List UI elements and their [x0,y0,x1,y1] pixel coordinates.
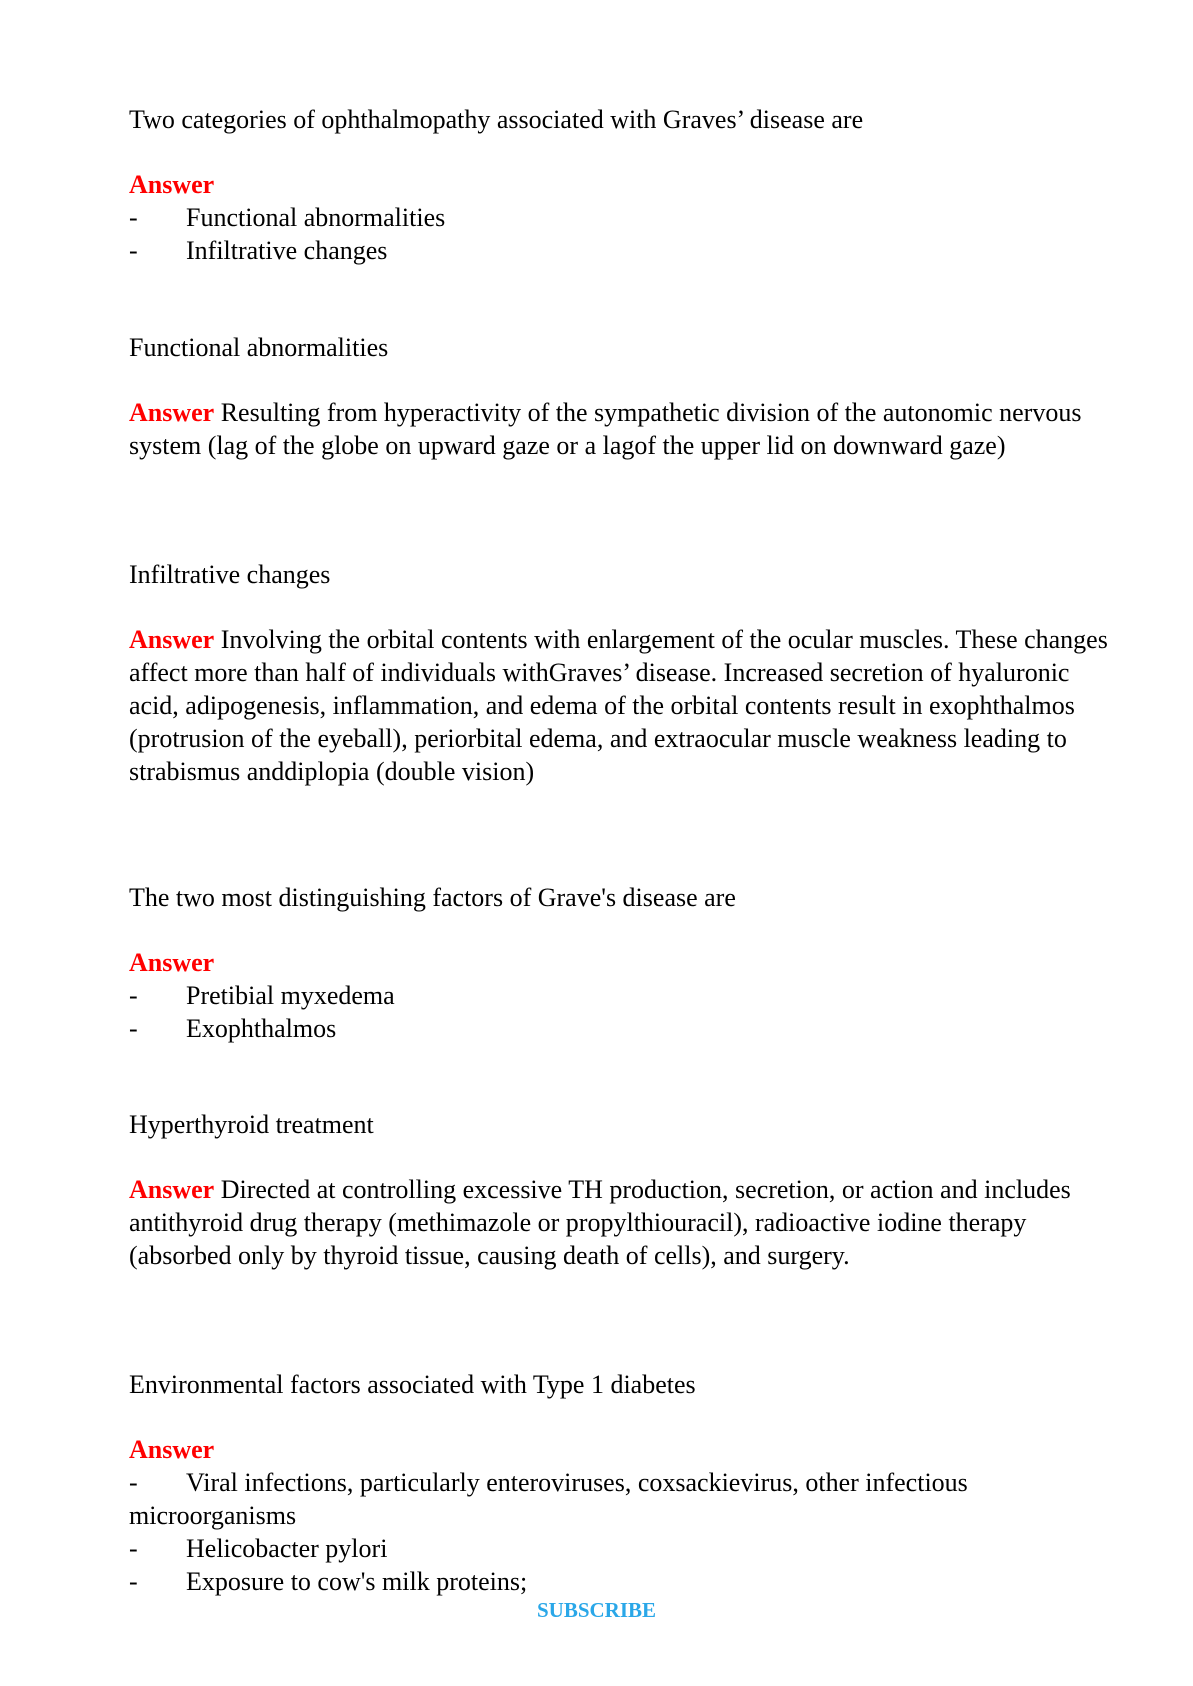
answer-2 [129,396,1119,462]
question-4: The two most distinguishing factors of Grave's disease are [129,883,736,912]
answer-4 [129,946,1119,1045]
list-item: - Helicobacter pylori [129,1534,388,1563]
list-dash: - [129,203,138,232]
answer-3 [129,623,1119,788]
answer-1 [129,168,1119,267]
list-dash: - [129,236,138,265]
list-item: - Viral infections, particularly enteroviruses, coxsackievirus, other infectious microorganisms [129,1468,968,1530]
list-item: - Functional abnormalities [129,203,446,232]
answer-label: Answer [129,948,215,977]
answer-text: Directed at controlling excessive TH production, secretion, or action and includes antithyroid drug therapy (methimazole or propylthiouracil), radioactive iodine therapy (absorbed only by thyroid tissue, causing death of cells), and surgery. [129,1175,1071,1270]
list-item: - Exposure to cow's milk proteins; [129,1567,528,1596]
answer-label: Answer [129,625,215,654]
answer-label: Answer [129,170,215,199]
question-1: Two categories of ophthalmopathy associated with Graves’ disease are [129,105,864,134]
answer-6 [129,1433,1119,1598]
answer-text: Involving the orbital contents with enlargement of the ocular muscles. These changes affect more than half of individuals withGraves’ disease. Increased secretion of hyaluronic acid, adipogenesis, inflammation, and edema of the orbital contents result in exophthalmos (protrusion of the eyeball), periorbital edema, and extraocular muscle weakness leading to strabismus anddiplopia (double vision) [129,625,1108,786]
list-item: - Exophthalmos [129,1014,337,1043]
question-2: Functional abnormalities [129,333,389,362]
answer-5 [129,1173,1119,1272]
list-dash: - [129,1468,138,1497]
list-dash: - [129,1567,138,1596]
question-5: Hyperthyroid treatment [129,1110,374,1139]
list-item: - Pretibial myxedema [129,981,395,1010]
list-item: - Infiltrative changes [129,236,388,265]
list-dash: - [129,1014,138,1043]
answer-label: Answer [129,398,215,427]
list-dash: - [129,981,138,1010]
answer-label: Answer [129,1435,215,1464]
question-3: Infiltrative changes [129,560,331,589]
list-dash: - [129,1534,138,1563]
question-6: Environmental factors associated with Type 1 diabetes [129,1370,696,1399]
answer-text: Resulting from hyperactivity of the sympathetic division of the autonomic nervous system (lag of the globe on upward gaze or a lagof the upper lid on downward gaze) [129,398,1082,460]
subscribe-link[interactable]: SUBSCRIBE [536,1598,657,1622]
answer-label: Answer [129,1175,215,1204]
